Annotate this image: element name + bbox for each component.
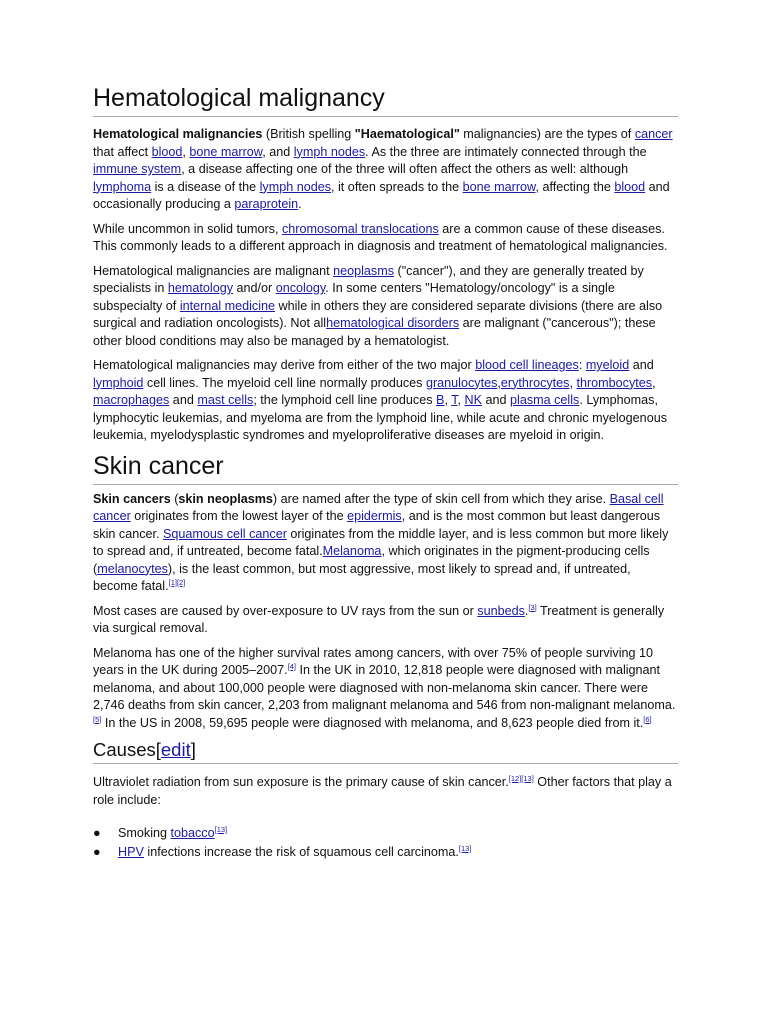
citation-link-3[interactable]: [3] — [528, 602, 537, 612]
link-lymph-nodes[interactable]: lymph nodes — [259, 179, 332, 194]
text: . — [524, 603, 529, 618]
section-title-causes — [93, 738, 678, 764]
citation — [509, 774, 534, 783]
citation — [459, 844, 472, 853]
link-t-cells[interactable]: T — [451, 393, 458, 407]
link-myeloid[interactable]: myeloid — [585, 358, 630, 372]
text: , a disease affecting one of the three will often affect the others as well: although — [181, 162, 629, 176]
text: originates from the middle layer, and is less common but more likely to spread and, if untreated, become fatal. — [93, 526, 669, 558]
text: Smoking — [118, 826, 171, 840]
link-blood-cell-lineages[interactable]: blood cell lineages — [475, 358, 579, 372]
link-tobacco[interactable]: tobacco — [170, 826, 215, 840]
text: , affecting the — [535, 179, 615, 194]
text: cell lines. The myeloid cell line normally produces — [143, 375, 426, 390]
list-item — [93, 824, 678, 843]
link-nk-cells[interactable]: NK — [464, 393, 483, 407]
citation-link-12[interactable]: [12] — [508, 774, 522, 783]
link-neoplasms[interactable]: neoplasms — [333, 263, 395, 278]
text: are a common cause of these diseases. This commonly leads to a different approach in diagnosis and treatment of hematological malignancies. — [93, 221, 668, 253]
text: (British spelling — [262, 127, 355, 141]
risk-factor-list — [93, 824, 678, 862]
bold-term: skin neoplasms — [178, 491, 273, 506]
article-title: Hematological malignancy — [93, 82, 678, 117]
text: Melanoma has one of the higher survival rates among cancers, with over 75% of people surviving 10 years in the UK during 2005–2007. — [93, 645, 654, 677]
link-macrophages[interactable]: macrophages — [93, 393, 170, 407]
text: and/or — [233, 281, 276, 295]
link-paraprotein[interactable]: paraprotein — [234, 197, 299, 211]
text: : — [578, 358, 586, 372]
text: In the UK in 2010, 12,818 people were diagnosed with malignant melanoma, and about 100,000 people were diagnosed with non-melanoma skin cancer. There were 2,746 deaths from skin cancer, 2,203 from malignant melanoma and 546 from non-malignant melanoma. — [93, 663, 676, 712]
link-lymphoma[interactable]: lymphoma — [93, 179, 152, 194]
link-mast-cells[interactable]: mast cells — [197, 393, 254, 407]
text: is a disease of the — [151, 179, 260, 194]
link-lymph-nodes[interactable]: lymph nodes — [293, 144, 366, 159]
paragraph-translocations — [93, 221, 678, 256]
citation — [528, 603, 536, 612]
text: originates from the lowest layer of the — [130, 509, 348, 523]
link-erythrocytes[interactable]: erythrocytes — [500, 375, 570, 390]
link-immune-system[interactable]: immune system — [93, 162, 182, 176]
text: , — [497, 375, 501, 390]
link-hematology[interactable]: hematology — [167, 281, 234, 295]
article — [93, 82, 678, 862]
citation-link-1[interactable]: [1] — [168, 578, 177, 587]
link-bone-marrow[interactable]: bone marrow — [462, 179, 536, 194]
paragraph-treatment — [93, 263, 678, 351]
text: are malignant ("cancerous"); these other blood conditions may also be managed by a hematologist. — [93, 316, 656, 348]
link-blood[interactable]: blood — [614, 179, 646, 194]
text: . Lymphomas, lymphocytic leukemias, and myeloma are from the lymphoid line, while acute and chronic myelogenous leukemia, myelodysplastic syndromes and myeloproliferative diseases are myeloid in origin. — [93, 393, 667, 442]
link-b-cells[interactable]: B — [436, 393, 445, 407]
link-bone-marrow[interactable]: bone marrow — [189, 144, 263, 159]
edit-link[interactable]: edit — [160, 739, 191, 760]
text: ( — [170, 491, 179, 506]
text: , it often spreads to the — [331, 179, 463, 194]
text: ) are named after the type of skin cell from which they arise. — [272, 491, 610, 506]
paragraph-causes — [93, 774, 678, 809]
bold-term: Hematological malignancies — [93, 127, 263, 141]
text: malignancies) are the types of — [459, 127, 635, 141]
link-melanocytes[interactable]: melanocytes — [97, 561, 168, 576]
citation-link-13[interactable]: [13] — [214, 825, 228, 834]
bullet-icon: ● — [93, 826, 101, 840]
paragraph-survival-statistics — [93, 645, 678, 733]
bold-term: "Haematological" — [354, 127, 460, 141]
paragraph-lineages — [93, 357, 678, 445]
paragraph-causes-summary — [93, 603, 678, 638]
bold-term: Skin cancers — [93, 491, 171, 506]
text: Other factors that play a role include: — [93, 775, 672, 807]
link-granulocytes[interactable]: granulocytes — [425, 375, 498, 390]
text: and — [482, 393, 511, 407]
link-basal-cell-cancer[interactable]: Basal cell cancer — [93, 491, 664, 523]
text: Ultraviolet radiation from sun exposure is the primary cause of skin cancer. — [93, 775, 509, 789]
text: In the US in 2008, 59,695 people were diagnosed with melanoma, and 8,623 people died from it. — [101, 715, 644, 730]
link-melanoma[interactable]: Melanoma — [322, 544, 382, 558]
link-squamous-cell-cancer[interactable]: Squamous cell cancer — [163, 526, 287, 541]
text: ; the lymphoid cell line produces — [253, 393, 437, 407]
text: Hematological malignancies are malignant — [93, 263, 334, 278]
text: While uncommon in solid tumors, — [93, 221, 282, 236]
text: while in others they are considered separate divisions (there are also surgical and radiation oncologists). Not all — [93, 298, 663, 330]
citation-link-5[interactable]: [5] — [93, 714, 102, 724]
citation-link-6[interactable]: [6] — [643, 714, 652, 724]
text: that affect — [93, 144, 152, 159]
text: and occasionally producing a — [93, 179, 670, 211]
citation-link-4[interactable]: [4] — [287, 662, 296, 671]
citation-link-13[interactable]: [13] — [458, 844, 472, 853]
text: , and — [262, 144, 294, 159]
link-oncology[interactable]: oncology — [275, 281, 326, 295]
text: . In some centers "Hematology/oncology" is a single subspecialty of — [93, 281, 615, 313]
link-epidermis[interactable]: epidermis — [347, 509, 402, 523]
text: ), is the least common, but most aggressive, most likely to spread and, if untreated, become fatal. — [93, 561, 631, 593]
link-internal-medicine[interactable]: internal medicine — [179, 298, 276, 313]
text: , — [182, 144, 190, 159]
citation-link-2[interactable]: [2] — [176, 578, 186, 587]
text: Treatment is generally via surgical removal. — [93, 603, 665, 635]
link-sunbeds[interactable]: sunbeds — [477, 603, 525, 618]
edit-bracket-close: ] — [190, 739, 196, 760]
text: , — [457, 393, 465, 407]
text: , — [652, 375, 656, 390]
text: ("cancer"), and they are generally treated by specialists in — [93, 263, 644, 295]
citation — [215, 825, 228, 834]
citation — [288, 662, 296, 671]
link-hematological-disorders[interactable]: hematological disorders — [326, 316, 460, 330]
text: and — [169, 393, 198, 407]
link-chromosomal-translocations[interactable]: chromosomal translocations — [281, 221, 439, 236]
paragraph-skin-cancer-types — [93, 491, 678, 596]
text: , and is the most common but least dangerous skin cancer. — [93, 509, 661, 541]
link-lymphoid[interactable]: lymphoid — [93, 375, 144, 390]
section-title-skin-cancer: Skin cancer — [93, 450, 678, 485]
text: , — [569, 375, 577, 390]
text: and — [629, 358, 654, 372]
link-thrombocytes[interactable]: thrombocytes — [576, 375, 653, 390]
citation — [643, 715, 651, 724]
citation-link-13[interactable]: [13] — [521, 774, 534, 783]
text: . — [298, 197, 302, 211]
text: Most cases are caused by over-exposure to UV rays from the sun or — [93, 603, 478, 618]
citation — [169, 578, 186, 587]
text: , — [444, 393, 452, 407]
intro-paragraph — [93, 126, 678, 214]
text: . As the three are intimately connected through the — [365, 144, 647, 159]
text: Hematological malignancies may derive from either of the two major — [93, 358, 476, 372]
link-plasma-cells[interactable]: plasma cells — [510, 393, 580, 407]
link-cancer[interactable]: cancer — [634, 127, 673, 141]
text: infections increase the risk of squamous cell carcinoma. — [143, 845, 459, 859]
link-hpv[interactable]: HPV — [118, 845, 144, 859]
bullet-icon: ● — [93, 845, 101, 859]
causes-heading-text: Causes — [93, 739, 156, 760]
list-item — [93, 843, 678, 862]
text: , which originates in the pigment-producing cells ( — [93, 544, 650, 576]
link-blood[interactable]: blood — [151, 144, 183, 159]
edit-bracket-open: [ — [155, 739, 161, 760]
